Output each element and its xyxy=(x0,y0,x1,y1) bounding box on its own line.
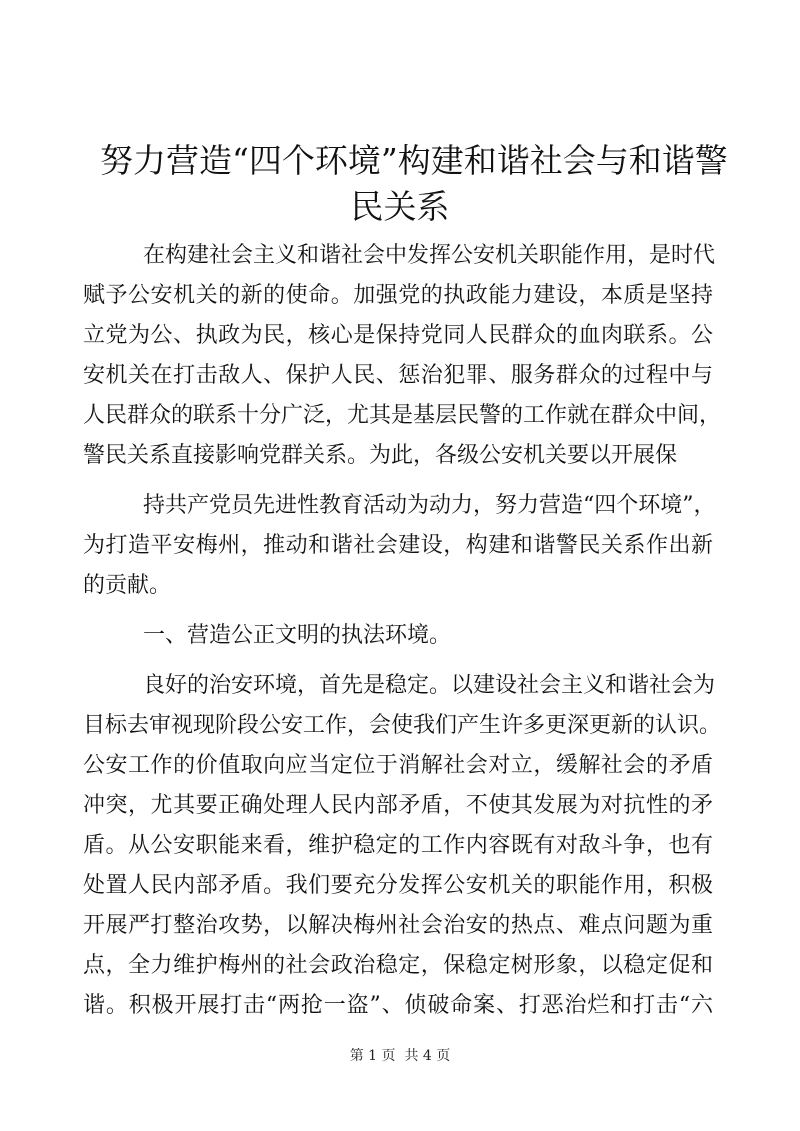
text-line: 目标去审视现阶段公安工作，会使我们产生许多更深更新的认识。 xyxy=(83,713,722,738)
text-line: 警民关系直接影响党群关系。为此，各级公安机关要以开展保 xyxy=(83,443,678,468)
text-line: 安机关在打击敌人、保护人民、惩治犯罪、服务群众的过程中与 xyxy=(83,363,713,388)
text-line: 赋予公安机关的新的使命。加强党的执政能力建设，本质是坚持 xyxy=(83,283,713,308)
text-line: 盾。从公安职能来看，维护稳定的工作内容既有对敌斗争，也有 xyxy=(83,833,713,858)
paragraph-gap xyxy=(113,476,713,486)
text-line: 公安工作的价值取向应当定位于消解社会对立，缓解社会的矛盾 xyxy=(83,753,713,778)
text-line: 处置人民内部矛盾。我们要充分发挥公安机关的职能作用，积极 xyxy=(83,873,713,898)
text-line: 点，全力维护梅州的社会政治稳定，保稳定树形象，以稳定促和 xyxy=(83,953,713,978)
title-line: 努力营造“四个环境”构建和谐社会与和谐警 xyxy=(100,141,728,180)
text-line: 人民群众的联系十分广泛，尤其是基层民警的工作就在群众中间， xyxy=(83,403,722,428)
text-line: 持共产党员先进性教育活动为动力，努力营造“四个环境”， xyxy=(143,493,716,518)
text-line: 谐。积极开展打击“两抢一盗”、侦破命案、打恶治烂和打击“六 xyxy=(83,993,713,1018)
paragraph-gap xyxy=(113,606,713,616)
document-body xyxy=(83,236,722,1026)
text-line: 立党为公、执政为民，核心是保持党同人民群众的血肉联系。公 xyxy=(83,323,713,348)
text-line: 冲突，尤其要正确处理人民内部矛盾，不使其发展为对抗性的矛 xyxy=(83,793,713,818)
section-heading xyxy=(113,616,713,656)
text-line: 开展严打整治攻势，以解决梅州社会治安的热点、难点问题为重 xyxy=(83,913,713,938)
page-footer xyxy=(0,1046,800,1066)
text-line: 在构建社会主义和谐社会中发挥公安机关职能作用，是时代 xyxy=(143,243,716,268)
paragraph xyxy=(83,666,722,1026)
paragraph-gap xyxy=(113,656,713,666)
text-line: 一、营造公正文明的执法环境。 xyxy=(143,623,452,648)
paragraph xyxy=(83,486,716,606)
page-number: 第 1 页 共 4 页 xyxy=(349,1048,451,1064)
document-title xyxy=(100,138,728,230)
text-line: 的贡献。 xyxy=(83,573,172,598)
paragraph xyxy=(83,236,722,476)
text-line: 良好的治安环境，首先是稳定。以建设社会主义和谐社会为 xyxy=(143,673,716,698)
text-line: 为打造平安梅州，推动和谐社会建设，构建和谐警民关系作出新 xyxy=(83,533,713,558)
title-line: 民关系 xyxy=(350,187,450,226)
